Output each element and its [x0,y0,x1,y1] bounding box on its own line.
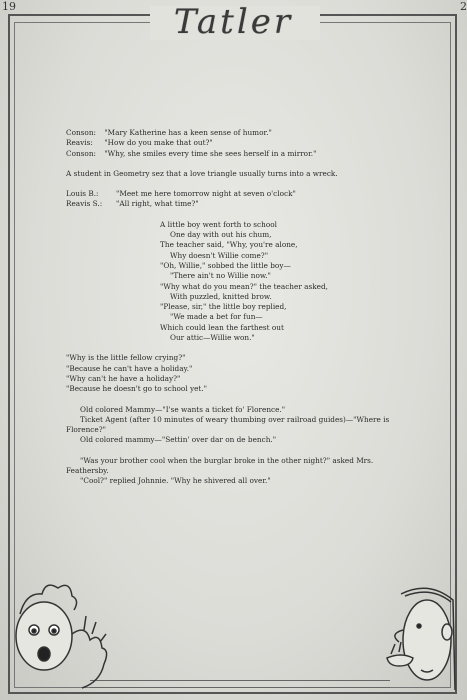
poem-line: With puzzled, knitted brow. [170,291,272,301]
dialogue-line [66,189,406,199]
page-number-right: 2 [460,0,467,13]
joke-line: "Why can't he have a holiday?" [66,373,181,383]
mammy-joke [66,405,406,446]
speaker: Reavis: [66,138,93,148]
dialogue-line [66,149,406,159]
poem-line: "There ain't no Willie now." [170,271,271,281]
exchange-louis-reavis [66,189,406,210]
poem-line: "We made a bet for fun— [170,312,263,322]
joke-line: "Was your brother cool when the burglar broke in the other night?" asked Mrs. Feathersby. [66,455,374,476]
line-text: "Mary Katherine has a keen sense of humor." [104,128,272,137]
speaker: Conson: [66,128,96,137]
line-text: "All right, what time?" [116,199,199,209]
burglar-joke [66,456,406,487]
cartoon-boy-left-illustration [6,564,116,694]
poem-line: "Please, sir," the little boy replied, [160,302,287,312]
speaker: Louis B.: [66,189,99,199]
poem [160,220,406,344]
exchange-conson-reavis [66,128,406,159]
joke-line: "Cool?" replied Johnnie. "Why he shivered all over." [80,476,271,486]
cartoon-man-right-illustration [361,574,461,694]
speaker: Conson: [66,148,96,158]
poem-line: A little boy went forth to school [160,219,277,229]
joke-line: "Because he can't have a holiday." [66,363,193,373]
poem-line: "Why what do you mean?" the teacher asked, [160,281,328,291]
geometry-joke: A student in Geometry sez that a love triangle usually turns into a wreck. [66,168,338,178]
poem-line: One day with out his chum, [170,230,272,240]
joke-line: "Why is the little fellow crying?" [66,353,186,363]
poem-line: The teacher said, "Why, you're alone, [160,240,298,250]
page-number-left: 19 [2,0,16,13]
joke-line: Old colored mammy—"Settin' over dar on de bench." [80,435,277,445]
holiday-joke [66,353,406,394]
poem-line: Our attic—Willie won." [170,333,255,343]
poem-line: "Oh, Willie," sobbed the little boy— [160,260,291,270]
poem-line: Which could lean the farthest out [160,322,284,332]
joke-line: "Because he doesn't go to school yet." [66,384,208,394]
speaker: Reavis S.: [66,199,103,209]
bottom-ledge [90,680,390,688]
line-text: "How do you make that out?" [104,138,213,148]
dialogue-line [66,199,406,209]
joke-line: Ticket Agent (after 10 minutes of weary thumbing over railroad guides)—"Where is Florence?" [66,414,390,435]
poem-line: Why doesn't Willie come?" [170,250,269,260]
dialogue-line [66,138,406,148]
masthead-title: Tatler [173,2,294,42]
line-text: "Meet me here tomorrow night at seven o'clock" [116,189,296,199]
line-text: "Why, she smiles every time she sees herself in a mirror." [104,148,317,158]
page-content [66,128,406,487]
dialogue-line [66,128,406,138]
joke-line: Old colored Mammy—"I'se wants a ticket fo' Florence." [80,404,286,414]
